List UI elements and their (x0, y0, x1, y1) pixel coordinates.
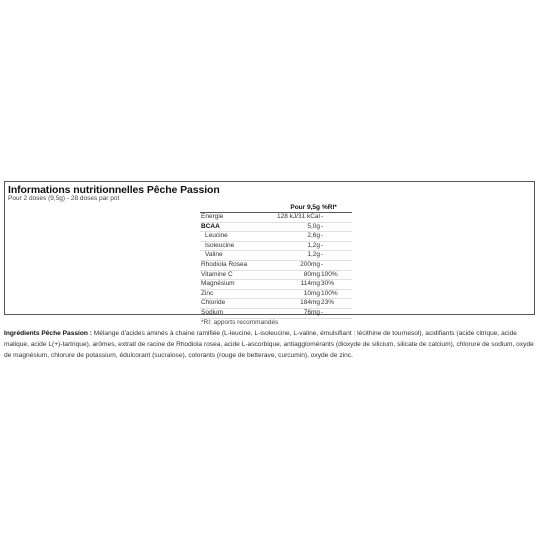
nutrient-value: 184mg (275, 299, 321, 309)
nutrient-ri: 23% (321, 299, 352, 309)
table-row (200, 232, 352, 242)
nutrient-name: Sodium (200, 308, 275, 318)
nutrient-value: 5,0g (275, 222, 321, 232)
nutrient-name: Chloride (200, 299, 275, 309)
table-row (200, 213, 352, 223)
nutrient-name: Energie (200, 213, 275, 223)
table-row (200, 308, 352, 318)
nutrient-ri: - (321, 251, 352, 261)
nutrition-panel (4, 181, 535, 326)
table-row (200, 280, 352, 290)
nutrient-name: Vitamine C (200, 270, 275, 280)
ingredients-label: Ingrédients Pêche Passion : (4, 330, 92, 337)
table-row (200, 251, 352, 261)
table-row (200, 241, 352, 251)
ri-footnote: *RI: apports recommandés (201, 318, 279, 326)
nutrient-name: Zinc (200, 289, 275, 299)
table-row (200, 270, 352, 280)
nutrient-value: 80mg (275, 270, 321, 280)
nutrient-ri: 30% (321, 280, 352, 290)
nutrition-title: Informations nutritionnelles Pêche Passion (8, 184, 220, 196)
nutrient-value: 114mg (275, 280, 321, 290)
nutrient-value: 200mg (275, 260, 321, 270)
header-value: Pour 9,5g (275, 203, 321, 213)
nutrient-value: 10mg (275, 289, 321, 299)
nutrient-name: Leucine (200, 232, 275, 242)
nutrient-ri: - (321, 260, 352, 270)
nutrient-ri: - (321, 222, 352, 232)
nutrient-name: BCAA (200, 222, 275, 232)
nutrient-value: 1,2g (275, 241, 321, 251)
nutrient-ri: - (321, 213, 352, 223)
table-row (200, 299, 352, 309)
nutrient-value: 2,6g (275, 232, 321, 242)
nutrient-ri: - (321, 308, 352, 318)
nutrient-name: Magnésium (200, 280, 275, 290)
nutrient-name: Isoleucine (200, 241, 275, 251)
nutrient-ri: - (321, 241, 352, 251)
table-row (200, 260, 352, 270)
nutrient-ri: - (321, 232, 352, 242)
nutrient-value: 76mg (275, 308, 321, 318)
nutrient-ri: 100% (321, 270, 352, 280)
nutrition-table (200, 203, 352, 327)
header-ri: %RI* (321, 203, 352, 213)
nutrient-ri: 100% (321, 289, 352, 299)
header-empty (200, 203, 275, 213)
table-row (200, 222, 352, 232)
nutrient-value: 1,2g (275, 251, 321, 261)
ingredients-text: Mélange d'acides aminés à chaine ramifiée (L-leucine, L-isoleucine, L-valine, émulsifiant : lécithine de tournesol), acidifiants (acide citrique, acide malique, acide L(+)-tartrique), arômes, extrait de racine de Rhodiola rosea, acide L-ascorbique, antiagglomérants (dioxyde de silicium, silicate de calcium), chlorure de sodium, oxyde de magnésium, chlorure de potassium, édulcorant (sucralose), colorants (rouge de betterave, curcumin), oxyde de zinc. (4, 330, 534, 360)
nutrition-subtitle: Pour 2 doses (9,5g) - 28 doses par pot (8, 195, 120, 202)
table-header-row (200, 203, 352, 213)
table-row (200, 289, 352, 299)
table-footnote-row (200, 318, 352, 327)
nutrient-name: Rhodiola Rosea (200, 260, 275, 270)
nutrient-value: 128 kJ/31 kCal (275, 213, 321, 223)
nutrient-name: Valine (200, 251, 275, 261)
ingredients-paragraph (4, 328, 536, 362)
